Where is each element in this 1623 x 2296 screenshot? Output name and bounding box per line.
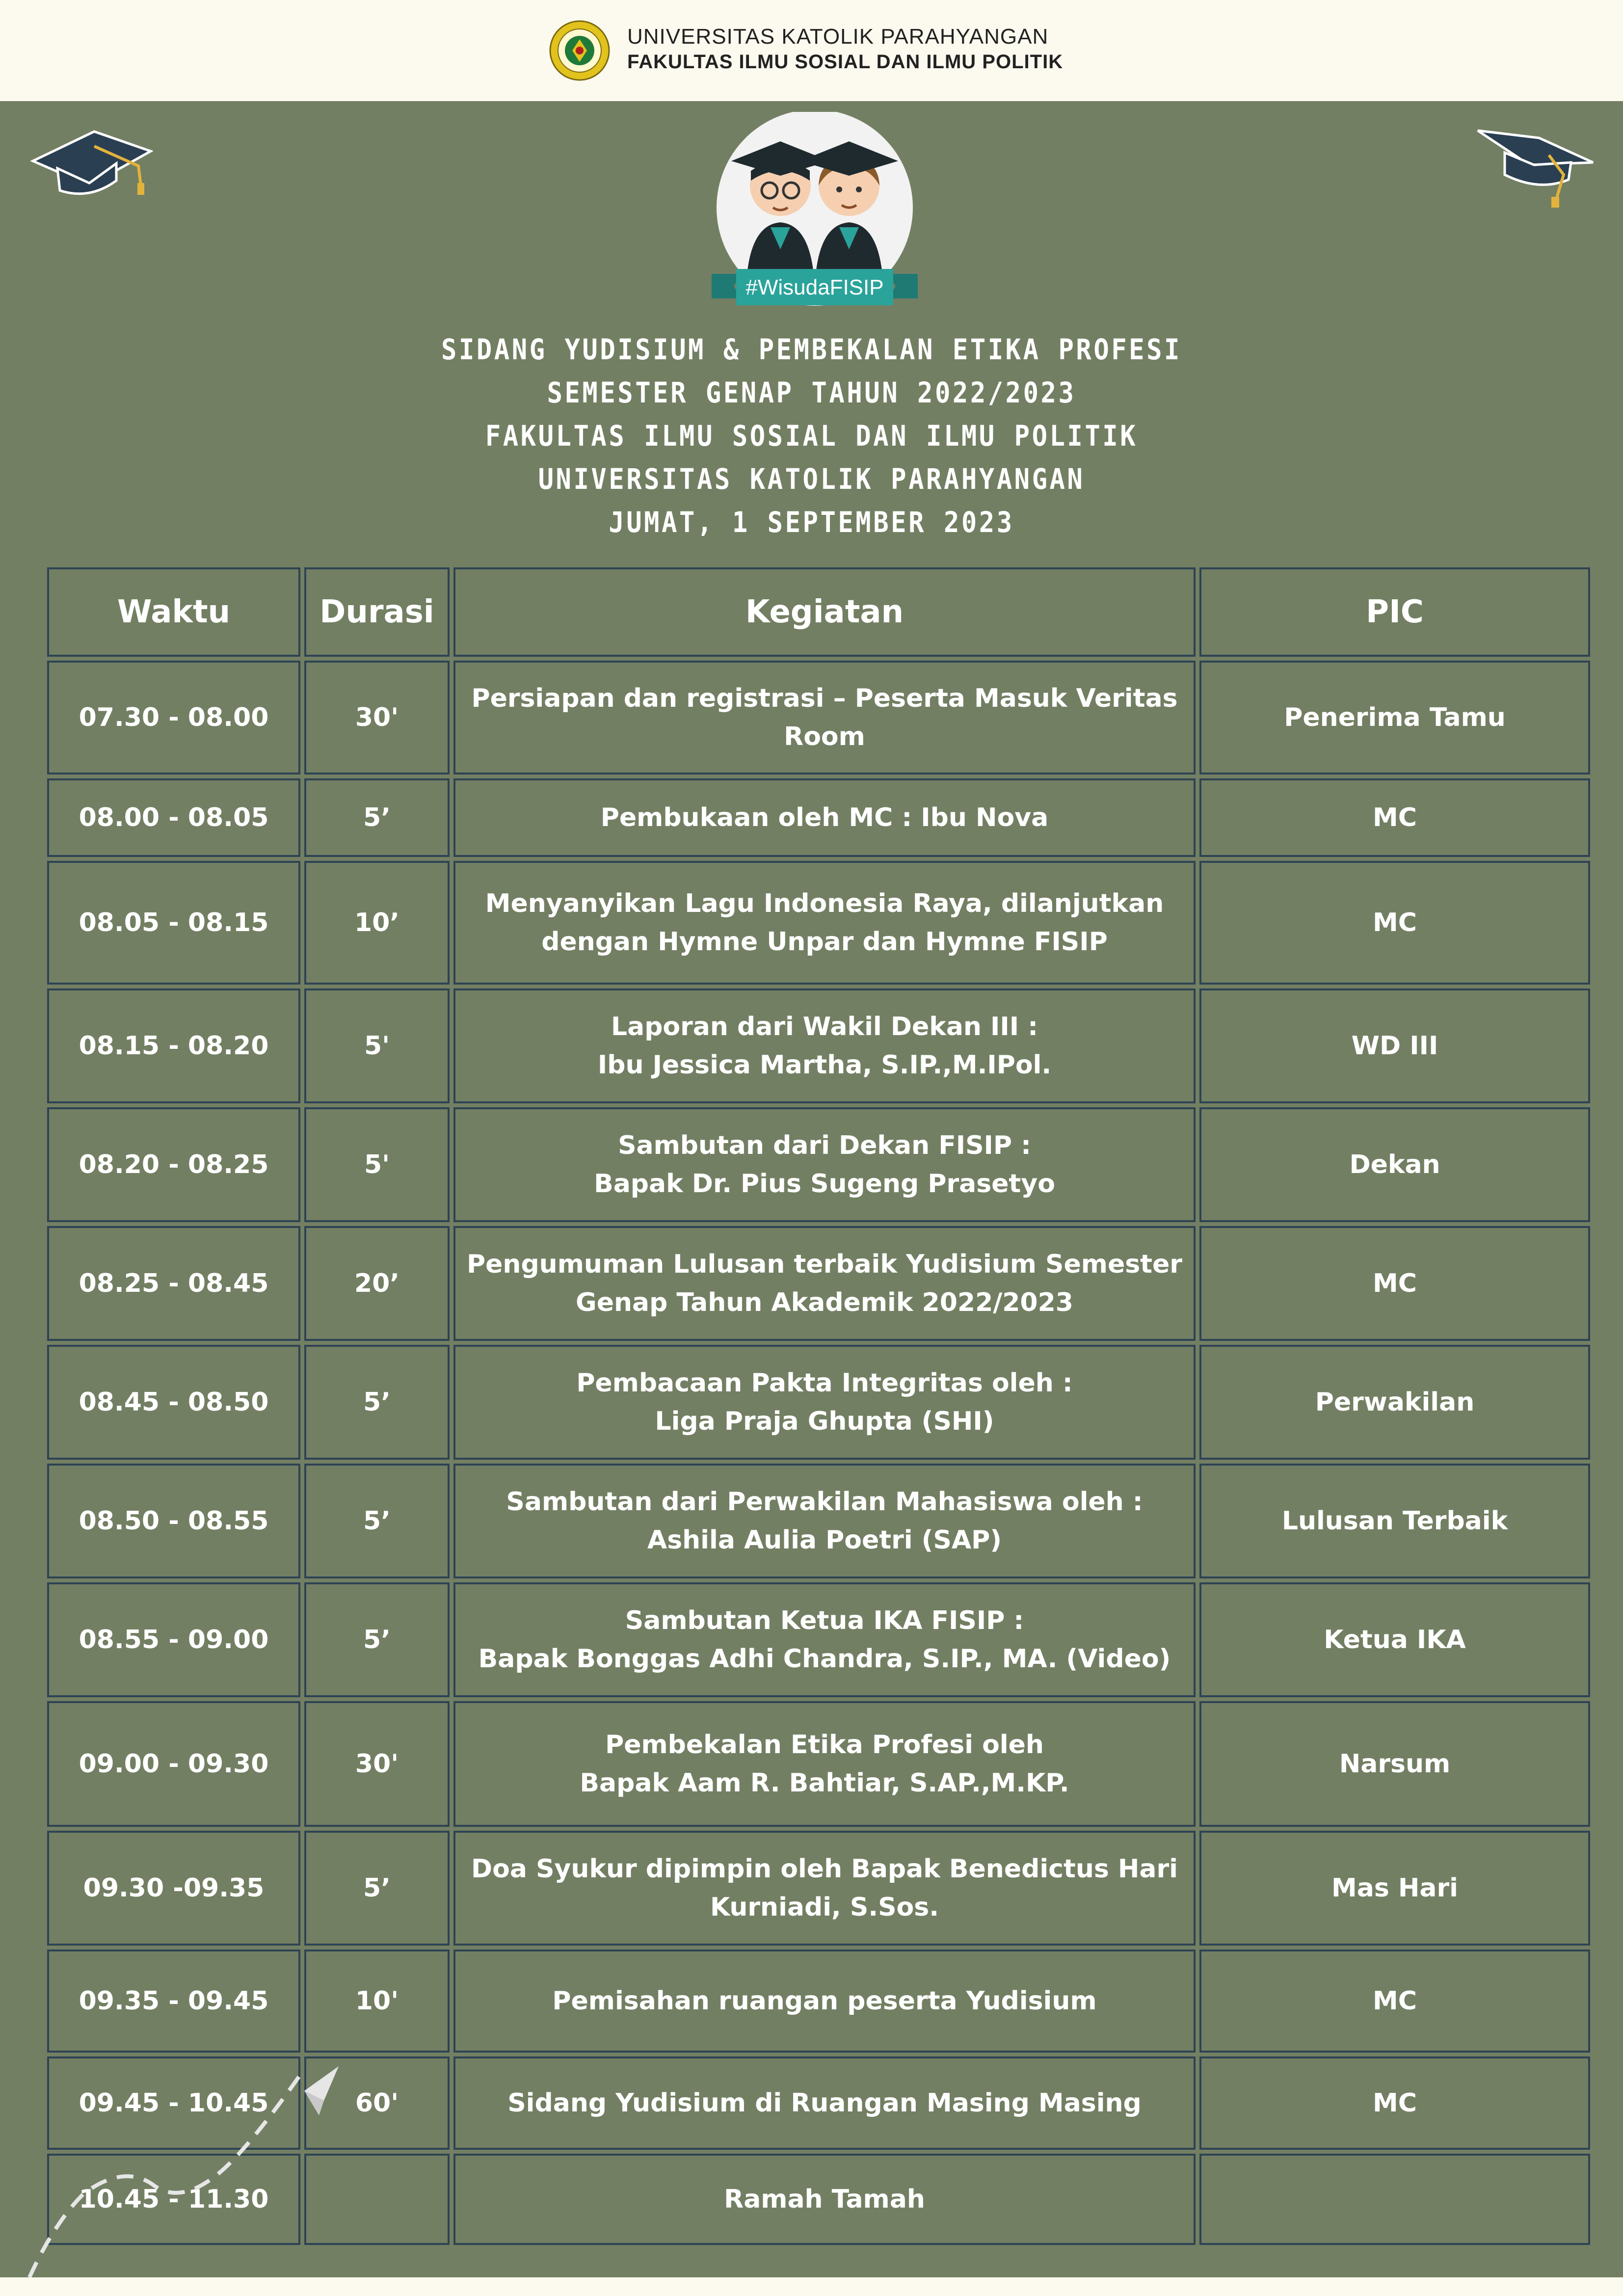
kegiatan-line: Menyanyikan Lagu Indonesia Raya, dilanjutkan <box>485 889 1164 918</box>
cell-durasi: 5’ <box>304 1831 450 1946</box>
cell-durasi: 10’ <box>304 861 450 985</box>
cell-pic: Lulusan Terbaik <box>1199 1464 1590 1578</box>
cell-pic: Perwakilan <box>1199 1345 1590 1460</box>
table-row <box>47 1701 1590 1827</box>
footer-strip <box>0 2277 1623 2296</box>
kegiatan-line: Bapak Aam R. Bahtiar, S.AP.,M.KP. <box>580 1768 1069 1798</box>
cell-waktu: 08.20 - 08.25 <box>47 1107 300 1222</box>
kegiatan-line: Laporan dari Wakil Dekan III : <box>611 1012 1038 1041</box>
cell-pic: Dekan <box>1199 1107 1590 1222</box>
kegiatan-line: Doa Syukur dipimpin oleh Bapak Benedictus Hari <box>471 1854 1178 1884</box>
kegiatan-line: Ashila Aulia Poetri (SAP) <box>647 1525 1002 1555</box>
cell-kegiatan <box>453 1345 1196 1460</box>
kegiatan-line: Pembekalan Etika Profesi oleh <box>605 1730 1044 1760</box>
paper-plane-icon <box>25 2061 348 2282</box>
cell-waktu: 08.05 - 08.15 <box>47 861 300 985</box>
table-row <box>47 1345 1590 1460</box>
table-row <box>47 1831 1590 1946</box>
cell-kegiatan <box>453 661 1196 774</box>
cell-pic: Penerima Tamu <box>1199 661 1590 774</box>
title-line: JUMAT, 1 SEPTEMBER 2023 <box>609 506 1014 539</box>
table-row <box>47 988 1590 1103</box>
hashtag-label: #WisudaFISIP <box>745 275 884 299</box>
table-row <box>47 861 1590 985</box>
cell-waktu: 09.00 - 09.30 <box>47 1701 300 1827</box>
cell-durasi: 5' <box>304 1107 450 1222</box>
event-title <box>0 328 1623 544</box>
header-durasi: Durasi <box>304 567 450 657</box>
kegiatan-line: Pembukaan oleh MC : Ibu Nova <box>600 803 1049 832</box>
cell-pic: MC <box>1199 1949 1590 2053</box>
title-line: SIDANG YUDISIUM & PEMBEKALAN ETIKA PROFESI <box>441 333 1182 366</box>
cell-waktu: 08.15 - 08.20 <box>47 988 300 1103</box>
cell-durasi: 5’ <box>304 778 450 857</box>
cell-kegiatan <box>453 988 1196 1103</box>
kegiatan-line: Sidang Yudisium di Ruangan Masing Masing <box>507 2088 1142 2118</box>
title-line: SEMESTER GENAP TAHUN 2022/2023 <box>547 376 1076 409</box>
header-pic: PIC <box>1199 567 1590 657</box>
cell-kegiatan <box>453 861 1196 985</box>
schedule-table <box>43 563 1594 2249</box>
cell-pic: Narsum <box>1199 1701 1590 1827</box>
cell-pic: MC <box>1199 861 1590 985</box>
cell-kegiatan <box>453 1107 1196 1222</box>
cell-durasi: 20’ <box>304 1226 450 1341</box>
university-name: UNIVERSITAS KATOLIK PARAHYANGAN <box>627 25 1049 49</box>
cell-waktu: 10.45 - 11.30 <box>47 2154 300 2245</box>
cell-waktu: 08.55 - 09.00 <box>47 1582 300 1697</box>
cell-waktu: 08.45 - 08.50 <box>47 1345 300 1460</box>
kegiatan-line: Sambutan dari Perwakilan Mahasiswa oleh : <box>506 1487 1143 1517</box>
cell-kegiatan <box>453 2056 1196 2150</box>
cell-pic: MC <box>1199 778 1590 857</box>
kegiatan-line: Ramah Tamah <box>724 2185 925 2214</box>
cell-waktu: 08.25 - 08.45 <box>47 1226 300 1341</box>
cell-kegiatan <box>453 778 1196 857</box>
title-line: UNIVERSITAS KATOLIK PARAHYANGAN <box>538 462 1085 496</box>
cell-durasi: 60' <box>304 2056 450 2150</box>
kegiatan-line: Bapak Bonggas Adhi Chandra, S.IP., MA. (Video) <box>478 1644 1171 1674</box>
cell-durasi: 30' <box>304 661 450 774</box>
cell-kegiatan <box>453 2154 1196 2245</box>
table-row <box>47 1226 1590 1341</box>
kegiatan-line: dengan Hymne Unpar dan Hymne FISIP <box>541 927 1108 957</box>
table-row <box>47 1949 1590 2053</box>
kegiatan-line: Sambutan dari Dekan FISIP : <box>618 1131 1031 1160</box>
cell-pic: MC <box>1199 1226 1590 1341</box>
cell-durasi: 10' <box>304 1949 450 2053</box>
kegiatan-line: Pemisahan ruangan peserta Yudisium <box>552 1986 1097 2016</box>
header-waktu: Waktu <box>47 567 300 657</box>
cell-pic: Ketua IKA <box>1199 1582 1590 1697</box>
cell-waktu: 07.30 - 08.00 <box>47 661 300 774</box>
page-header <box>0 0 1623 101</box>
kegiatan-line: Pengumuman Lulusan terbaik Yudisium Semester <box>467 1250 1182 1279</box>
cell-kegiatan <box>453 1831 1196 1946</box>
cell-waktu: 09.30 -09.35 <box>47 1831 300 1946</box>
kegiatan-line: Room <box>784 722 865 751</box>
cell-kegiatan <box>453 1701 1196 1827</box>
table-row <box>47 1464 1590 1578</box>
cell-waktu: 08.50 - 08.55 <box>47 1464 300 1578</box>
table-row <box>47 1107 1590 1222</box>
cell-waktu: 08.00 - 08.05 <box>47 778 300 857</box>
kegiatan-line: Bapak Dr. Pius Sugeng Prasetyo <box>594 1169 1055 1199</box>
graduation-cap-icon <box>1475 126 1598 209</box>
cell-pic <box>1199 2154 1590 2245</box>
cell-pic: WD III <box>1199 988 1590 1103</box>
cell-waktu: 09.45 - 10.45 <box>47 2056 300 2150</box>
cell-kegiatan <box>453 1464 1196 1578</box>
cell-pic: Mas Hari <box>1199 1831 1590 1946</box>
cell-kegiatan <box>453 1226 1196 1341</box>
kegiatan-line: Sambutan Ketua IKA FISIP : <box>625 1606 1024 1635</box>
cell-durasi: 30' <box>304 1701 450 1827</box>
table-header-row <box>47 567 1590 657</box>
university-logo <box>549 20 611 81</box>
cell-durasi: 5’ <box>304 1582 450 1697</box>
cell-pic: MC <box>1199 2056 1590 2150</box>
schedule-body <box>47 661 1590 2245</box>
kegiatan-line: Pembacaan Pakta Integritas oleh : <box>576 1368 1073 1398</box>
cell-durasi: 5’ <box>304 1345 450 1460</box>
graduates-badge <box>702 112 928 323</box>
kegiatan-line: Liga Praja Ghupta (SHI) <box>655 1407 994 1436</box>
kegiatan-line: Persiapan dan registrasi – Peserta Masuk Veritas <box>471 684 1178 713</box>
table-row <box>47 778 1590 857</box>
table-row <box>47 661 1590 774</box>
table-row <box>47 1582 1590 1697</box>
title-line: FAKULTAS ILMU SOSIAL DAN ILMU POLITIK <box>485 419 1138 453</box>
graduation-cap-icon <box>30 127 153 200</box>
header-kegiatan: Kegiatan <box>453 567 1196 657</box>
cell-durasi: 5' <box>304 988 450 1103</box>
cell-waktu: 09.35 - 09.45 <box>47 1949 300 2053</box>
cell-kegiatan <box>453 1949 1196 2053</box>
kegiatan-line: Ibu Jessica Martha, S.IP.,M.IPol. <box>597 1050 1052 1080</box>
cell-kegiatan <box>453 1582 1196 1697</box>
kegiatan-line: Kurniadi, S.Sos. <box>710 1893 939 1922</box>
kegiatan-line: Genap Tahun Akademik 2022/2023 <box>576 1288 1073 1317</box>
cell-durasi: 5’ <box>304 1464 450 1578</box>
faculty-name: FAKULTAS ILMU SOSIAL DAN ILMU POLITIK <box>627 51 1064 73</box>
